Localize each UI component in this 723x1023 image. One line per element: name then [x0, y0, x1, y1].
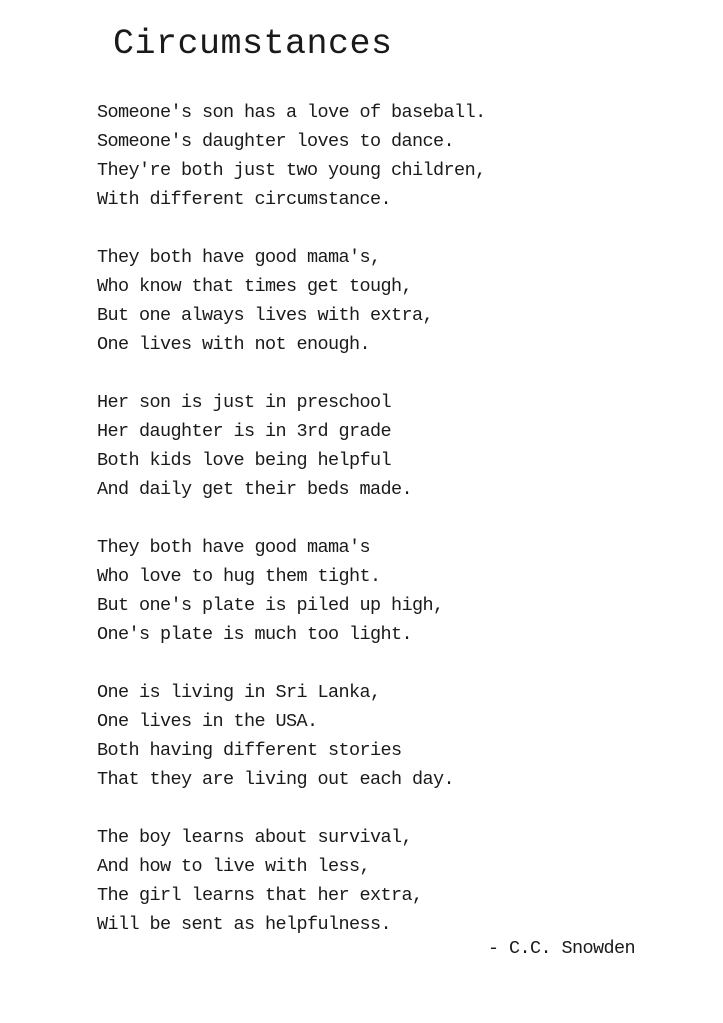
poem-line: But one's plate is piled up high,: [97, 595, 444, 616]
poem-line: With different circumstance.: [97, 189, 392, 210]
stanza: [97, 678, 637, 794]
poem-line: But one always lives with extra,: [97, 305, 434, 326]
poem-line: Who know that times get tough,: [97, 276, 413, 297]
poem-title: Circumstances: [113, 24, 393, 64]
poem-line: That they are living out each day.: [97, 769, 455, 790]
stanza: [97, 388, 637, 504]
poem-line: One's plate is much too light.: [97, 624, 413, 645]
poem-line: They both have good mama's: [97, 537, 371, 558]
poem-line: Her son is just in preschool: [97, 392, 392, 413]
poem-line: Who love to hug them tight.: [97, 566, 381, 587]
poem-line: One lives in the USA.: [97, 711, 318, 732]
poem-line: They both have good mama's,: [97, 247, 381, 268]
stanza: [97, 533, 637, 649]
stanza: [97, 243, 637, 359]
poem-line: They're both just two young children,: [97, 160, 486, 181]
poem-line: Someone's daughter loves to dance.: [97, 131, 455, 152]
poem-line: One is living in Sri Lanka,: [97, 682, 381, 703]
poem-line: Both having different stories: [97, 740, 402, 761]
poem-line: And daily get their beds made.: [97, 479, 413, 500]
poem-line: And how to live with less,: [97, 856, 371, 877]
stanza: [97, 823, 637, 939]
poem-line: One lives with not enough.: [97, 334, 371, 355]
poem-line: Her daughter is in 3rd grade: [97, 421, 392, 442]
poem-body: [97, 98, 637, 968]
stanza: [97, 98, 637, 214]
poem-line: Someone's son has a love of baseball.: [97, 102, 486, 123]
poem-line: The boy learns about survival,: [97, 827, 413, 848]
poem-line: The girl learns that her extra,: [97, 885, 423, 906]
poem-author: - C.C. Snowden: [487, 938, 635, 959]
poem-line: Both kids love being helpful: [97, 450, 392, 471]
poem-line: Will be sent as helpfulness.: [97, 914, 392, 935]
